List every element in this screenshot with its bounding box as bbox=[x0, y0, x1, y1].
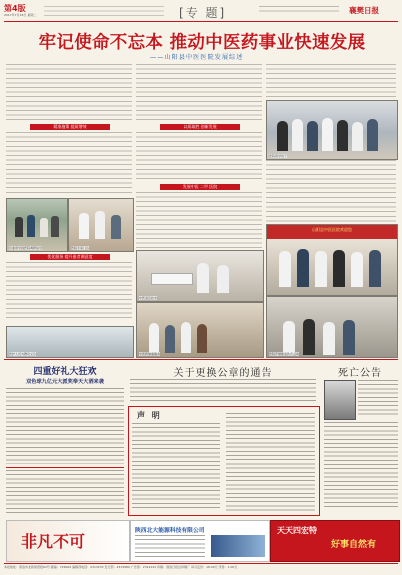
banner-ad-left bbox=[6, 520, 130, 562]
banner-ad-mid bbox=[130, 520, 270, 562]
article-text-block-7 bbox=[266, 64, 396, 98]
section-head-2: 优化服务 提升患者满意度 bbox=[30, 254, 110, 260]
declaration-box bbox=[128, 406, 320, 516]
article-text-block-2 bbox=[6, 132, 132, 196]
photo-left-visit bbox=[6, 198, 68, 252]
article-text-block-3 bbox=[6, 262, 132, 322]
article-text-block-8 bbox=[266, 160, 396, 200]
photo-caption-1: 县委领导到医院调研指导 bbox=[9, 246, 43, 250]
photo-caption-7: 医院开展健康教育活动 bbox=[269, 352, 300, 356]
photo-caption-3: 医院领导班子 bbox=[269, 154, 288, 158]
banner-right-slogan: 好事自然有 bbox=[331, 540, 377, 550]
article-text-block-4 bbox=[136, 64, 262, 122]
obituary-text-2 bbox=[324, 422, 398, 510]
lottery-subtitle: 双色球九亿元大派奖奉天大洒来袭 bbox=[26, 379, 104, 385]
photo-right-leadership bbox=[266, 100, 398, 160]
section-title: [专 题] bbox=[179, 6, 227, 20]
header-rule bbox=[4, 21, 398, 22]
announcement-box bbox=[128, 364, 318, 404]
banner-mid-image bbox=[211, 535, 265, 557]
section-head-1: 精准施策 提质增效 bbox=[30, 124, 110, 130]
obituary-title: 死亡公告 bbox=[338, 368, 382, 379]
main-headline: 牢记使命不忘本 推动中医药事业快速发展 bbox=[38, 33, 366, 53]
footer-info: 本报地址：商洛市北新街西段63号 邮编：726000 编辑部电话：2313233 发行部：2315880 广告部：2312222 印刷：商洛日报社印刷厂 每月定价：18.00元 零售：1.00元 bbox=[4, 565, 238, 569]
banner-right-title: 天天四宏特 bbox=[277, 526, 317, 535]
footer-rule bbox=[4, 563, 398, 564]
article-divider bbox=[4, 359, 398, 360]
photo-caption-2: 医院专家门诊 bbox=[71, 246, 90, 250]
section-head-3: 以质取胜 创新发展 bbox=[160, 124, 240, 130]
declaration-title: 声 明 bbox=[137, 411, 162, 420]
announcement-title: 关于更换公章的通告 bbox=[173, 368, 273, 379]
header-editor-lines bbox=[259, 6, 339, 14]
obituary-portrait bbox=[324, 380, 356, 420]
photo-mid-service bbox=[136, 302, 264, 358]
sub-headline: ——山阳县中医医院发展综述 bbox=[150, 54, 244, 61]
photo-caption-5: 医护人员为群众义诊 bbox=[9, 352, 37, 356]
lottery-ad bbox=[6, 364, 124, 514]
photo-left-clinic bbox=[68, 198, 134, 252]
lottery-footer-lines bbox=[6, 470, 124, 514]
photo-mid-technique bbox=[136, 250, 264, 302]
photo-right-education bbox=[266, 296, 398, 358]
article-text-block-5 bbox=[136, 132, 262, 182]
declaration-col-2 bbox=[226, 413, 315, 511]
lottery-title: 四重好礼大狂欢 bbox=[33, 367, 97, 377]
page-number: 第4版 bbox=[4, 4, 26, 13]
banner-welcome: 山阳县中医医院欢迎您 bbox=[312, 227, 352, 232]
banner-left-text: 非凡不可 bbox=[21, 532, 86, 551]
obituary-ad bbox=[322, 364, 398, 514]
article-text-block-6 bbox=[136, 192, 262, 248]
obituary-text-1 bbox=[358, 380, 398, 418]
announcement-body bbox=[130, 379, 316, 403]
issue-date: 2017年7月18日 星期二 bbox=[4, 13, 37, 17]
section-head-4: 发展中医 二甲 医院 bbox=[160, 184, 240, 190]
declaration-col-1 bbox=[132, 423, 220, 511]
article-text-block-9 bbox=[266, 202, 396, 222]
photo-left-clinic-2 bbox=[6, 326, 134, 358]
header-contact-lines bbox=[44, 6, 164, 20]
masthead: 襄樊日报 bbox=[349, 6, 379, 15]
lottery-body-lines bbox=[6, 388, 124, 464]
article-text-block-1 bbox=[6, 64, 132, 122]
banner-mid-title: 陕西北大能源科技有限公司 bbox=[135, 528, 205, 534]
photo-right-stamp bbox=[266, 224, 398, 296]
photo-caption-4: 中医适宜技术 bbox=[139, 296, 158, 300]
page-header bbox=[4, 3, 398, 21]
photo-caption-6: 中医药健康服务 bbox=[139, 352, 161, 356]
banner-ad-right bbox=[270, 520, 400, 562]
